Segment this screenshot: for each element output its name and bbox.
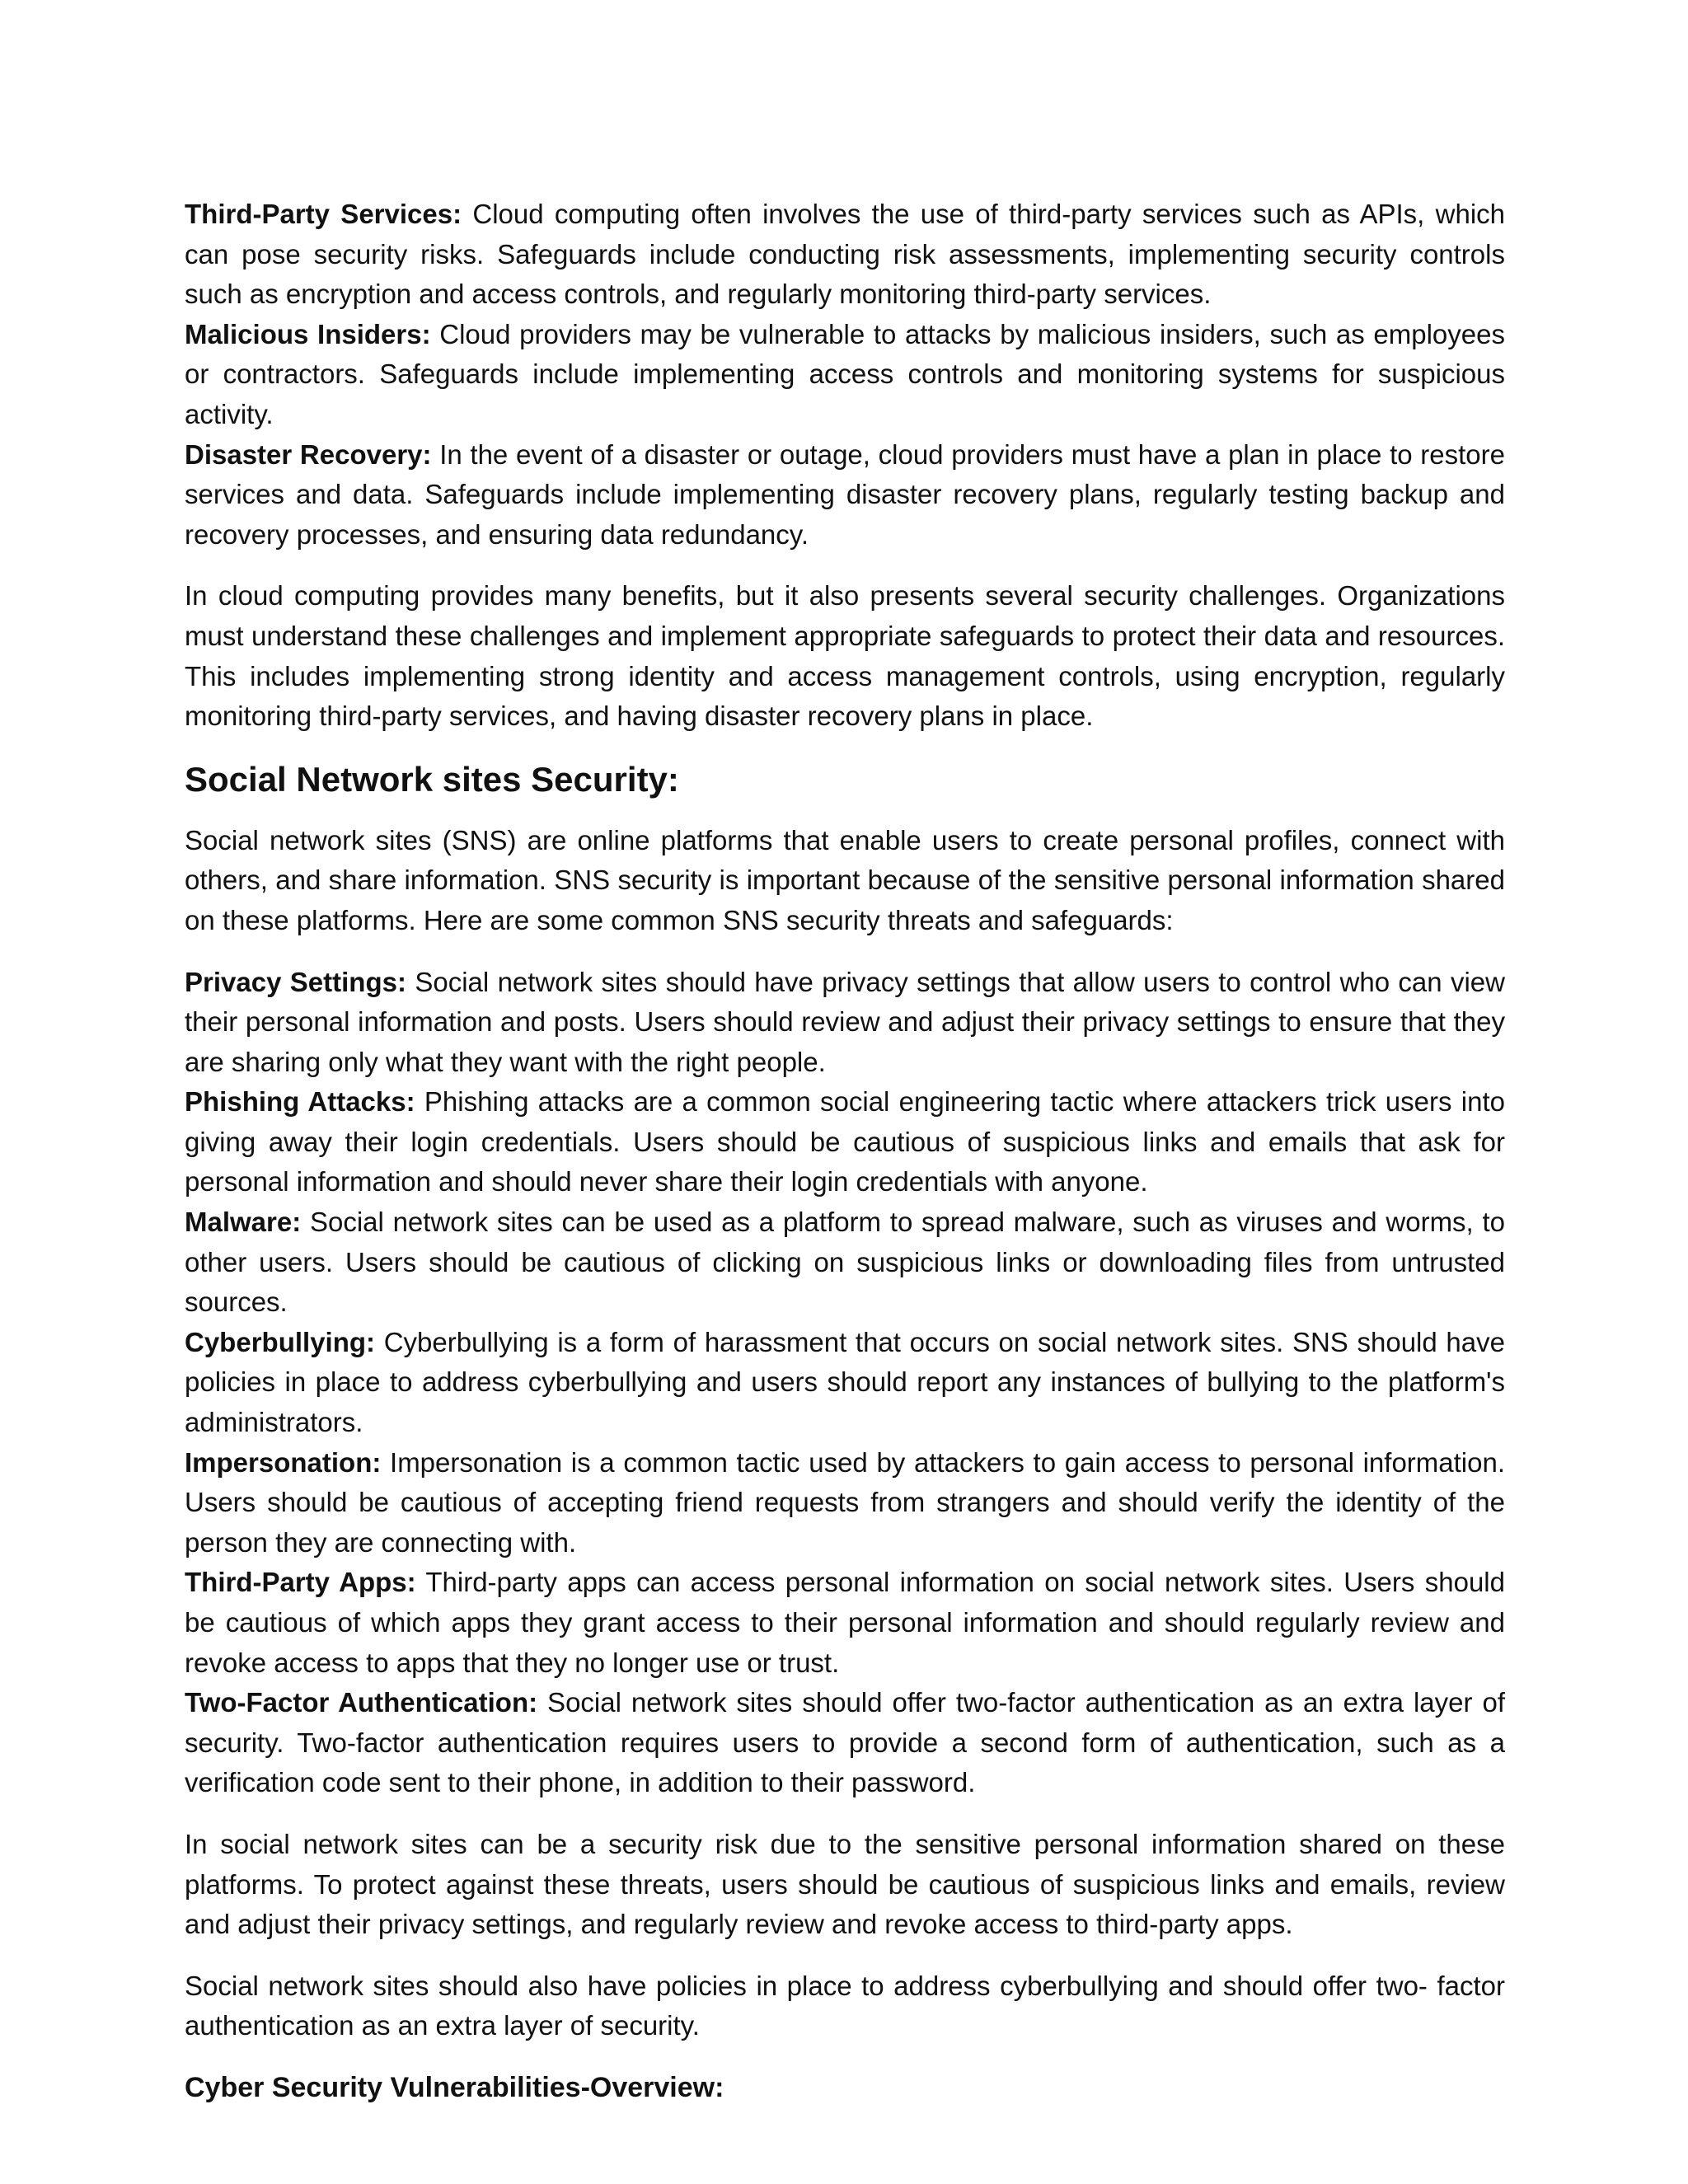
sns-item-privacy-settings — [185, 963, 1505, 1083]
item-text: Phishing attacks are a common social engineering tactic where attackers trick users into giving away their login credentials. Users should be cautious of suspicious links and emails that ask for personal information and should never share their login credentials with anyone. — [185, 1086, 1505, 1197]
item-text: Social network sites can be used as a platform to spread malware, such as viruses and worms, to other users. Users should be cautious of clicking on suspicious links or downloading files from untrusted sources. — [185, 1207, 1505, 1318]
item-label: Malicious Insiders: — [185, 318, 431, 349]
sns-threat-list — [185, 963, 1505, 1803]
item-label: Third-Party Services: — [185, 199, 462, 229]
sns-item-phishing-attacks — [185, 1082, 1505, 1202]
item-text: Impersonation is a common tactic used by attackers to gain access to personal information. Users should be cautious of accepting friend requests from strangers and should verify the identity of the person they are connecting with. — [185, 1446, 1505, 1558]
sns-item-two-factor-authentication — [185, 1683, 1505, 1803]
item-text: In the event of a disaster or outage, cloud providers must have a plan in place to restore services and data. Safeguards include implementing disaster recovery plans, regularly testing backup and recovery processes, and ensuring data redundancy. — [185, 438, 1505, 550]
item-text: Social network sites should have privacy settings that allow users to control who can view their personal information and posts. Users should review and adjust their privacy settings to ensure that they are sharing only what they want with the right people. — [185, 966, 1505, 1077]
sns-item-malware — [185, 1202, 1505, 1323]
cloud-item-malicious-insiders — [185, 315, 1505, 435]
cloud-item-disaster-recovery — [185, 435, 1505, 555]
item-label: Malware: — [185, 1207, 302, 1238]
item-label: Third-Party Apps: — [185, 1567, 416, 1598]
sns-item-impersonation — [185, 1443, 1505, 1563]
sns-policy-paragraph: Social network sites should also have policies in place to address cyberbullying and should offer two- factor authentication as an extra layer of security. — [185, 1970, 1505, 2041]
item-label: Privacy Settings: — [185, 966, 406, 997]
item-text: Cloud providers may be vulnerable to attacks by malicious insiders, such as employees or contractors. Safeguards include implementing access controls and monitoring systems for suspicious activity. — [185, 318, 1505, 429]
sns-item-cyberbullying — [185, 1323, 1505, 1443]
item-label: Disaster Recovery: — [185, 438, 432, 470]
item-label: Phishing Attacks: — [185, 1086, 415, 1118]
item-text: Cloud computing often involves the use of third-party services such as APIs, which can pose security risks. Safeguards include conducting risk assessments, implementing security controls such as encryption and access controls, and regularly monitoring third-party services. — [185, 199, 1506, 310]
sns-section-heading: Social Network sites Security: — [185, 759, 679, 799]
sns-item-third-party-apps — [185, 1563, 1505, 1683]
item-label: Impersonation: — [185, 1446, 382, 1478]
cloud-item-third-party-services — [185, 194, 1505, 315]
item-label: Two-Factor Authentication: — [185, 1687, 538, 1718]
item-text: Third-party apps can access personal information on social network sites. Users should be cautious of which apps they grant access to their personal information and should regularly review and revoke access to apps that they no longer use or trust. — [185, 1567, 1505, 1678]
cloud-threat-list — [185, 194, 1505, 555]
cloud-summary-paragraph: In cloud computing provides many benefits, but it also presents several security challenges. Organizations must understand these challenges and implement appropriate safeguards to protect their data and resources. This includes implementing strong identity and access management controls, using encryption, regularly monitoring third-party services, and having disaster recovery plans in place. — [185, 580, 1505, 732]
vulnerabilities-heading: Cyber Security Vulnerabilities-Overview: — [185, 2071, 724, 2103]
item-text: Cyberbullying is a form of harassment that occurs on social network sites. SNS should have policies in place to address cyberbullying and users should report any instances of bullying to the platform's administrators. — [185, 1326, 1505, 1438]
item-label: Cyberbullying: — [185, 1326, 376, 1357]
sns-summary-paragraph: In social network sites can be a security risk due to the sensitive personal information shared on these platforms. To protect against these threats, users should be cautious of suspicious links and emails, review and adjust their privacy settings, and regularly review and revoke access to third-party apps. — [185, 1828, 1505, 1940]
sns-intro-paragraph: Social network sites (SNS) are online platforms that enable users to create personal profiles, connect with others, and share information. SNS security is important because of the sensitive personal information shared on these platforms. Here are some common SNS security threats and safeguards: — [185, 824, 1505, 935]
item-text: Social network sites should offer two-factor authentication as an extra layer of security. Two-factor authentication requires users to provide a second form of authentication, such as a verification code sent to their phone, in addition to their password. — [185, 1687, 1505, 1798]
document-page — [185, 194, 1505, 2107]
